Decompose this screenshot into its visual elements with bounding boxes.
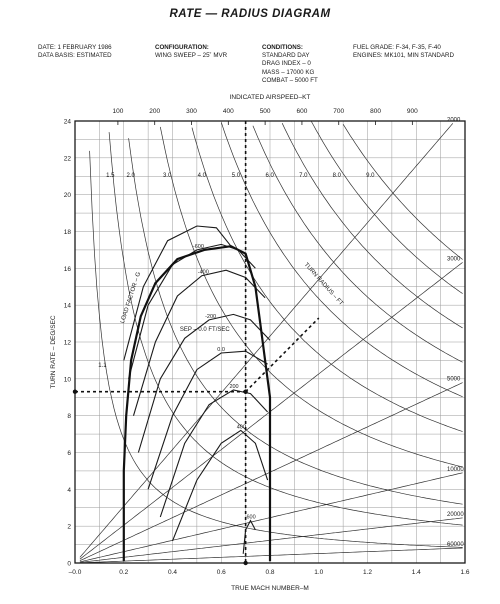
- x-tick-label: 1.0: [314, 569, 324, 576]
- x-tick-label: 1.6: [460, 569, 470, 576]
- sep-curve-label: 0.0: [217, 347, 225, 354]
- load-factor-label: 1.1: [98, 362, 107, 369]
- x-tick-label: –0.0: [68, 569, 82, 576]
- turn-radius-label: 3000: [447, 256, 461, 263]
- load-factor-label: 3.0: [162, 173, 172, 180]
- header-data-basis: DATA BASIS: ESTIMATED: [38, 52, 112, 60]
- turn-radius-label: 60000: [447, 541, 464, 548]
- turn-radius-label: 5000: [447, 376, 461, 383]
- load-factor-line: [282, 123, 462, 328]
- top-axis-tick-label: 900: [406, 108, 418, 115]
- guide-intersection-point: [243, 390, 247, 394]
- y-tick-label: 4: [67, 486, 71, 494]
- load-factor-line: [90, 151, 463, 548]
- y-tick-label: 8: [67, 413, 71, 421]
- x-tick-label: 0.4: [167, 569, 178, 576]
- turn-radius-label: 10000: [447, 466, 464, 473]
- header-drag-index: DRAG INDEX – 0: [262, 60, 311, 68]
- load-factor-family-label: LOAD FACTOR – G: [119, 271, 143, 325]
- sep-curve-label: -200: [205, 313, 217, 320]
- sep-family-label: SEP – 0.0 FT/SEC: [179, 326, 230, 333]
- top-axis-tick-label: 700: [333, 108, 345, 115]
- sep-curve: [173, 430, 268, 541]
- header-mass: MASS – 17000 KG: [262, 68, 315, 76]
- header-date: DATE: 1 FEBRUARY 1986: [38, 44, 112, 51]
- turn-radius-label: 20000: [447, 511, 464, 518]
- y-axis-label: TURN RATE – DEG/SEC: [50, 315, 57, 389]
- load-factor-line: [343, 124, 463, 259]
- load-factor-label: 2.0: [126, 173, 135, 180]
- header-configuration-title: CONFIGURATION:: [155, 44, 209, 51]
- radius-guide-line: [246, 318, 319, 392]
- top-axis-label: INDICATED AIRSPEED–KT: [229, 94, 311, 101]
- y-tick-label: 6: [67, 450, 71, 457]
- y-tick-label: 22: [63, 155, 71, 163]
- turn-radius-line: [80, 518, 463, 563]
- header-standard-day: STANDARD DAY: [262, 52, 310, 60]
- y-tick-label: 2: [67, 523, 71, 531]
- load-factor-label: 4.0: [197, 173, 206, 180]
- x-axis-label: TRUE MACH NUMBER–M: [231, 585, 309, 592]
- load-factor-line: [311, 122, 462, 294]
- turn-radius-family-label: TURN RADIUS – FT: [302, 261, 344, 307]
- top-axis-tick-label: 800: [370, 108, 381, 115]
- y-tick-label: 0: [67, 560, 71, 568]
- load-factor-label: 9.0: [366, 173, 375, 180]
- x-tick-label: 1.4: [411, 569, 421, 576]
- sep-curve: [148, 351, 268, 489]
- y-tick-label: 12: [63, 339, 71, 347]
- top-axis-tick-label: 300: [186, 108, 197, 115]
- y-tick-label: 10: [63, 376, 71, 384]
- top-axis-tick-label: 100: [112, 108, 124, 115]
- load-factor-label: 5.0: [231, 173, 241, 180]
- sep-curve-label: -400: [197, 269, 209, 276]
- sep-curve-label: 200: [229, 383, 239, 390]
- turn-radius-line: [80, 473, 463, 562]
- turn-radius-label: 2000: [447, 117, 461, 124]
- load-factor-label: 7.0: [299, 173, 308, 180]
- load-factor-label: 1.5: [106, 173, 115, 180]
- x-tick-label: 0.6: [216, 569, 226, 576]
- sep-curve-label: -600: [192, 243, 204, 250]
- turn-radius-line: [80, 262, 463, 559]
- top-axis-tick-label: 600: [296, 108, 308, 115]
- sep-curve-label: 400: [236, 424, 246, 431]
- turn-radius-line: [80, 383, 463, 561]
- header-combat: COMBAT – 5000 FT: [262, 76, 318, 84]
- mach-guide-point: [243, 561, 247, 565]
- top-axis-tick-label: 200: [149, 108, 161, 115]
- load-factor-line: [126, 138, 463, 504]
- header-fuel-grade: FUEL GRADE: F-34, F-35, F-40: [353, 44, 441, 51]
- sep-curve-label: 600: [246, 514, 256, 521]
- header-engines: ENGINES: MK101, MIN STANDARD: [353, 52, 454, 60]
- y-tick-label: 24: [63, 118, 71, 126]
- header-wing-sweep: WING SWEEP – 25˚ MVR: [155, 52, 228, 60]
- y-tick-label: 16: [63, 265, 71, 273]
- header-conditions-title: CONDITIONS:: [262, 44, 303, 51]
- top-axis-tick-label: 500: [259, 108, 271, 115]
- y-tick-label: 18: [63, 229, 71, 236]
- load-factor-label: 6.0: [265, 173, 274, 180]
- y-tick-label: 14: [63, 302, 71, 310]
- load-factor-label: 8.0: [332, 173, 342, 180]
- x-tick-label: 1.2: [362, 569, 373, 576]
- x-tick-label: 0.2: [119, 569, 129, 576]
- turn-rate-guide-point: [73, 390, 77, 394]
- load-factor-line: [253, 126, 463, 363]
- x-tick-label: 0.8: [265, 569, 275, 576]
- top-axis-tick-label: 400: [222, 108, 234, 115]
- y-tick-label: 20: [63, 192, 71, 200]
- page-title: RATE — RADIUS DIAGRAM: [169, 8, 331, 20]
- sep-curve: [129, 244, 256, 378]
